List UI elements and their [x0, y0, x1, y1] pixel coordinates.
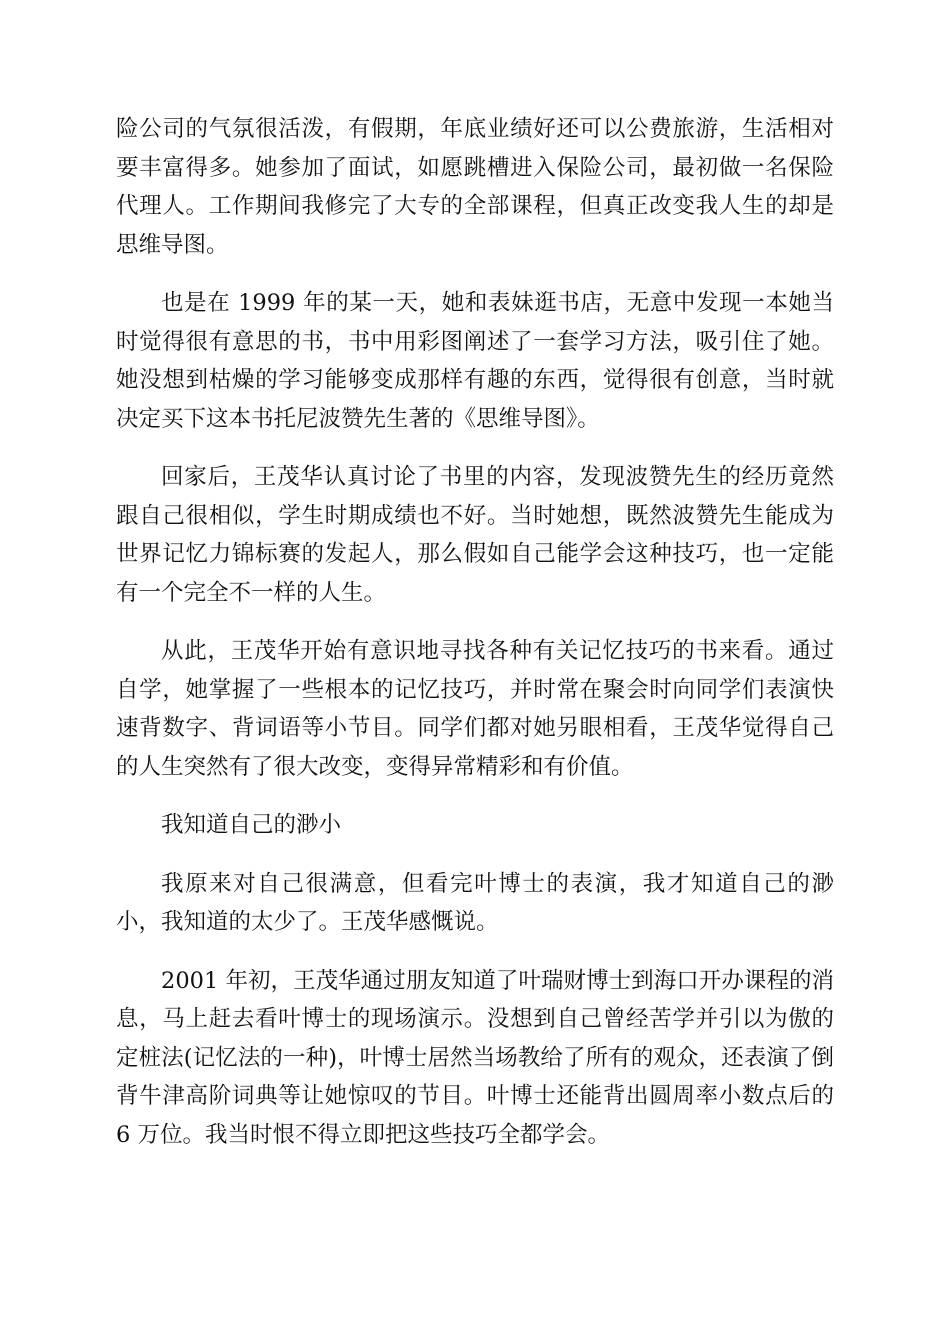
- section-heading: 我知道自己的渺小: [161, 812, 342, 838]
- document-page: [116, 110, 834, 1174]
- paragraph-self-study: 从此，王茂华开始有意识地寻找各种有关记忆技巧的书来看。通过自学，她掌握了一些根本的记忆技巧，并时常在聚会时向同学们表演快速背数字、背词语等小节目。同学们都对她另眼相看，王茂华觉得自己的人生突然有了很大改变，变得异常精彩和有价值。: [116, 638, 834, 780]
- paragraph-continuation: 险公司的气氛很活泼，有假期，年底业绩好还可以公费旅游，生活相对要丰富得多。她参加了面试，如愿跳槽进入保险公司，最初做一名保险代理人。工作期间我修完了大专的全部课程，但真正改变我人生的却是思维导图。: [116, 116, 834, 258]
- paragraph-quote: 我原来对自己很满意，但看完叶博士的表演，我才知道自己的渺小，我知道的太少了。王茂华感慨说。: [116, 870, 834, 935]
- paragraph-2001: 2001 年初，王茂华通过朋友知道了叶瑞财博士到海口开办课程的消息，马上赶去看叶博士的现场演示。没想到自己曾经苦学并引以为傲的定桩法(记忆法的一种)，叶博士居然当场教给了所有的观众，还表演了倒背牛津高阶词典等让她惊叹的节目。叶博士还能背出圆周率小数点后的 6 万位。我当时恨不得立即把这些技巧全都学会。: [116, 967, 834, 1148]
- paragraph-bookstore: 也是在 1999 年的某一天，她和表妹逛书店，无意中发现一本她当时觉得很有意思的书，书中用彩图阐述了一套学习方法，吸引住了她。她没想到枯燥的学习能够变成那样有趣的东西，觉得很有创意，当时就决定买下这本书托尼波赞先生著的《思维导图》。: [116, 290, 834, 432]
- paragraph-reading: 回家后，王茂华认真讨论了书里的内容，发现波赞先生的经历竟然跟自己很相似，学生时期成绩也不好。当时她想，既然波赞先生能成为世界记忆力锦标赛的发起人，那么假如自己能学会这种技巧，也一定能有一个完全不一样的人生。: [116, 464, 834, 606]
